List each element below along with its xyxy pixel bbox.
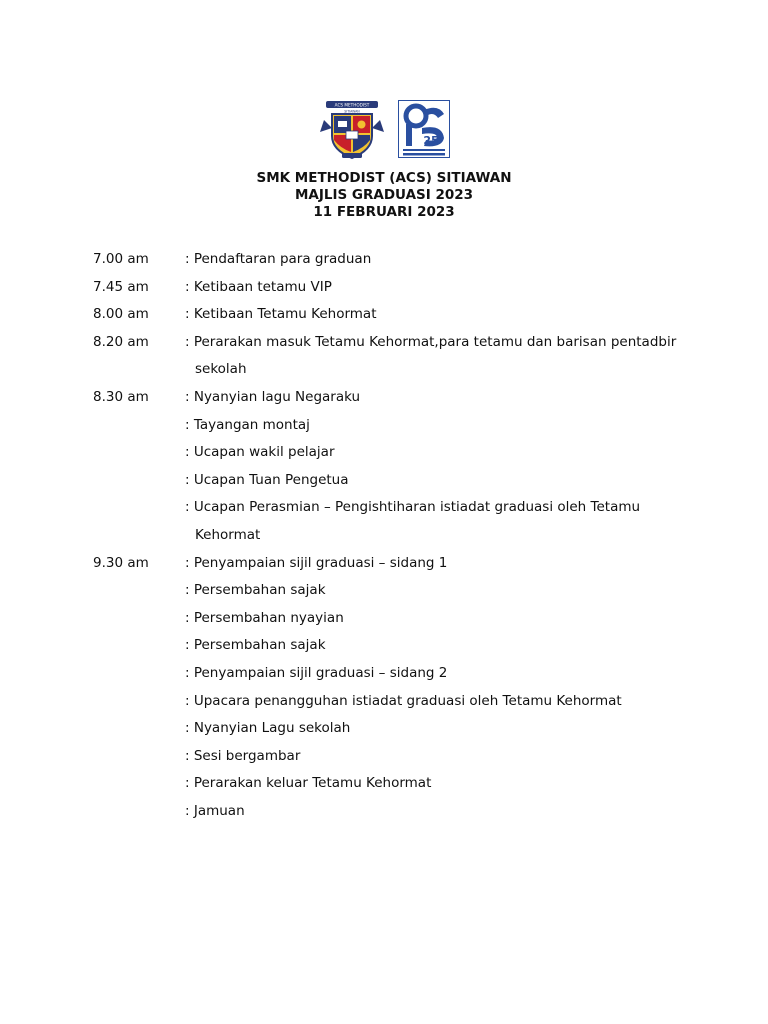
schedule-item-continuation: Kehormat — [195, 526, 261, 543]
schedule-item: : Ucapan Perasmian – Pengishtiharan istiadat graduasi oleh Tetamu — [185, 499, 641, 516]
schedule-item: : Penyampaian sijil graduasi – sidang 2 — [185, 664, 448, 681]
schedule-time: 7.00 am — [93, 251, 149, 267]
schedule-item: : Nyanyian Lagu sekolah — [185, 720, 351, 737]
schedule-row — [93, 691, 733, 719]
schedule-time: 8.30 am — [93, 388, 149, 405]
schedule-row — [93, 470, 733, 498]
schedule-row — [93, 387, 733, 415]
schedule-row — [93, 415, 733, 443]
event-title: MAJLIS GRADUASI 2023 — [294, 187, 474, 203]
schedule-item: : Pendaftaran para graduan — [185, 251, 372, 267]
schedule-row — [93, 746, 733, 774]
schedule-list — [93, 249, 733, 828]
schedule-item: : Perarakan masuk Tetamu Kehormat,para tetamu dan barisan pentadbir — [185, 333, 677, 350]
schedule-row — [93, 553, 733, 581]
schedule-item: : Persembahan sajak — [185, 582, 326, 599]
badge-number: 25 — [423, 134, 439, 147]
schedule-row — [93, 332, 733, 387]
document-header — [0, 170, 768, 221]
schedule-row — [93, 608, 733, 636]
schedule-time: 8.00 am — [93, 306, 149, 323]
schedule-item: : Persembahan sajak — [185, 637, 326, 654]
schedule-item: : Perarakan keluar Tetamu Kehormat — [185, 775, 432, 792]
schedule-row — [93, 801, 733, 829]
crest-label: ACS METHODIST — [334, 102, 370, 108]
anniversary-25-icon — [398, 100, 450, 158]
schedule-item: : Ucapan wakil pelajar — [185, 444, 335, 461]
schedule-item-continuation: sekolah — [195, 361, 247, 378]
schedule-row — [93, 442, 733, 470]
schedule-time: 8.20 am — [93, 333, 149, 350]
schedule-item: : Persembahan nyayian — [185, 609, 344, 626]
schedule-row — [93, 663, 733, 691]
schedule-item: : Nyanyian lagu Negaraku — [185, 388, 361, 405]
schedule-row — [93, 497, 733, 552]
schedule-item: : Jamuan — [185, 802, 245, 819]
schedule-time: 7.45 am — [93, 278, 149, 295]
schedule-item: : Tayangan montaj — [185, 416, 310, 433]
school-crest-icon — [320, 98, 384, 162]
logo-bar — [0, 98, 768, 162]
school-name: SMK METHODIST (ACS) SITIAWAN — [256, 170, 512, 186]
schedule-row — [93, 304, 733, 332]
schedule-item: : Sesi bergambar — [185, 747, 301, 764]
schedule-item: : Ketibaan Tetamu Kehormat — [185, 306, 377, 323]
event-date: 11 FEBRUARI 2023 — [313, 204, 455, 220]
schedule-item: : Ketibaan tetamu VIP — [185, 278, 332, 295]
schedule-item: : Ucapan Tuan Pengetua — [185, 471, 349, 488]
schedule-item: : Upacara penangguhan istiadat graduasi oleh Tetamu Kehormat — [185, 692, 622, 709]
schedule-row — [93, 773, 733, 801]
schedule-time: 9.30 am — [93, 554, 149, 571]
schedule-row — [93, 249, 733, 277]
schedule-row — [93, 718, 733, 746]
schedule-row — [93, 580, 733, 608]
schedule-row — [93, 635, 733, 663]
schedule-row — [93, 277, 733, 305]
crest-sublabel: SITIAWAN — [344, 109, 360, 114]
schedule-item: : Penyampaian sijil graduasi – sidang 1 — [185, 554, 448, 571]
